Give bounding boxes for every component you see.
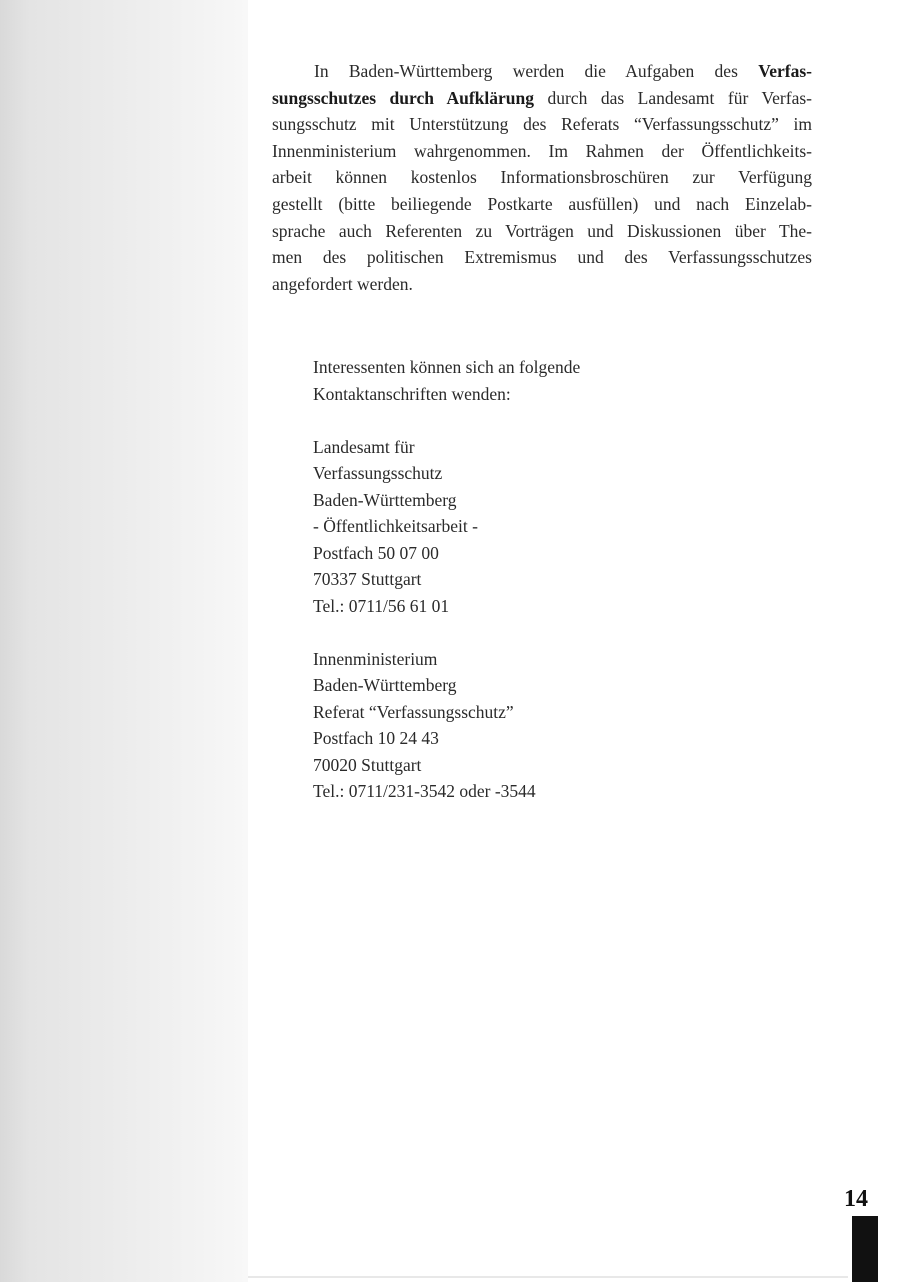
bottom-divider bbox=[248, 1276, 848, 1278]
intro-line-7: sprache auch Referenten zu Vorträgen und Diskussionen über The- bbox=[272, 220, 812, 241]
intro-line-8: men des politischen Extremismus und des Verfassungsschutzes bbox=[272, 247, 812, 268]
contact-section bbox=[313, 354, 733, 831]
address-line: Innenministerium bbox=[313, 648, 438, 669]
intro-line-1-bold: Verfas- bbox=[758, 61, 812, 81]
intro-line-6: gestellt (bitte beiliegende Postkarte ausfüllen) und nach Einzelab- bbox=[272, 193, 812, 214]
intro-line-5: arbeit können kostenlos Informationsbroschüren zur Verfügung bbox=[272, 167, 812, 188]
address-line: Baden-Württemberg bbox=[313, 675, 457, 695]
address-line: Postfach 10 24 43 bbox=[313, 728, 439, 748]
intro-line-1-text: In Baden-Württemberg werden die Aufgaben des bbox=[314, 61, 759, 81]
contact-intro bbox=[313, 354, 733, 407]
address-landesamt bbox=[313, 434, 733, 620]
address-innenministerium bbox=[313, 646, 733, 805]
phone-line: Tel.: 0711/56 61 01 bbox=[313, 595, 450, 616]
intro-line-2 bbox=[272, 85, 812, 112]
intro-line-4: Innenministerium wahrgenommen. Im Rahmen der Öffentlichkeits- bbox=[272, 140, 812, 161]
address-line: Referat “Verfassungsschutz” bbox=[313, 701, 514, 722]
left-margin-band bbox=[0, 0, 248, 1282]
address-line: 70337 Stuttgart bbox=[313, 569, 422, 589]
intro-line-2-text: durch das Landesamt für Verfas- bbox=[534, 87, 812, 108]
address-line: Baden-Württemberg bbox=[313, 489, 457, 510]
page-number: 14 bbox=[844, 1186, 868, 1212]
contact-intro-line: Interessenten können sich an folgende bbox=[313, 357, 581, 377]
contact-intro-line: Kontaktanschriften wenden: bbox=[313, 383, 511, 404]
intro-paragraph bbox=[272, 58, 812, 297]
address-line: - Öffentlichkeitsarbeit - bbox=[313, 516, 478, 536]
address-line: 70020 Stuttgart bbox=[313, 754, 422, 775]
intro-line-3: sungsschutz mit Unterstützung des Referats “Verfassungsschutz” im bbox=[272, 114, 812, 135]
intro-line-9: angefordert werden. bbox=[272, 273, 413, 294]
address-line: Verfassungsschutz bbox=[313, 463, 443, 483]
phone-line: Tel.: 0711/231-3542 oder -3544 bbox=[313, 781, 536, 801]
page-marker-bar bbox=[852, 1216, 878, 1282]
address-line: Landesamt für bbox=[313, 436, 415, 457]
address-line: Postfach 50 07 00 bbox=[313, 542, 439, 563]
intro-line-2-bold: sungsschutzes durch Aufklärung bbox=[272, 87, 534, 108]
intro-line-1 bbox=[272, 58, 812, 85]
